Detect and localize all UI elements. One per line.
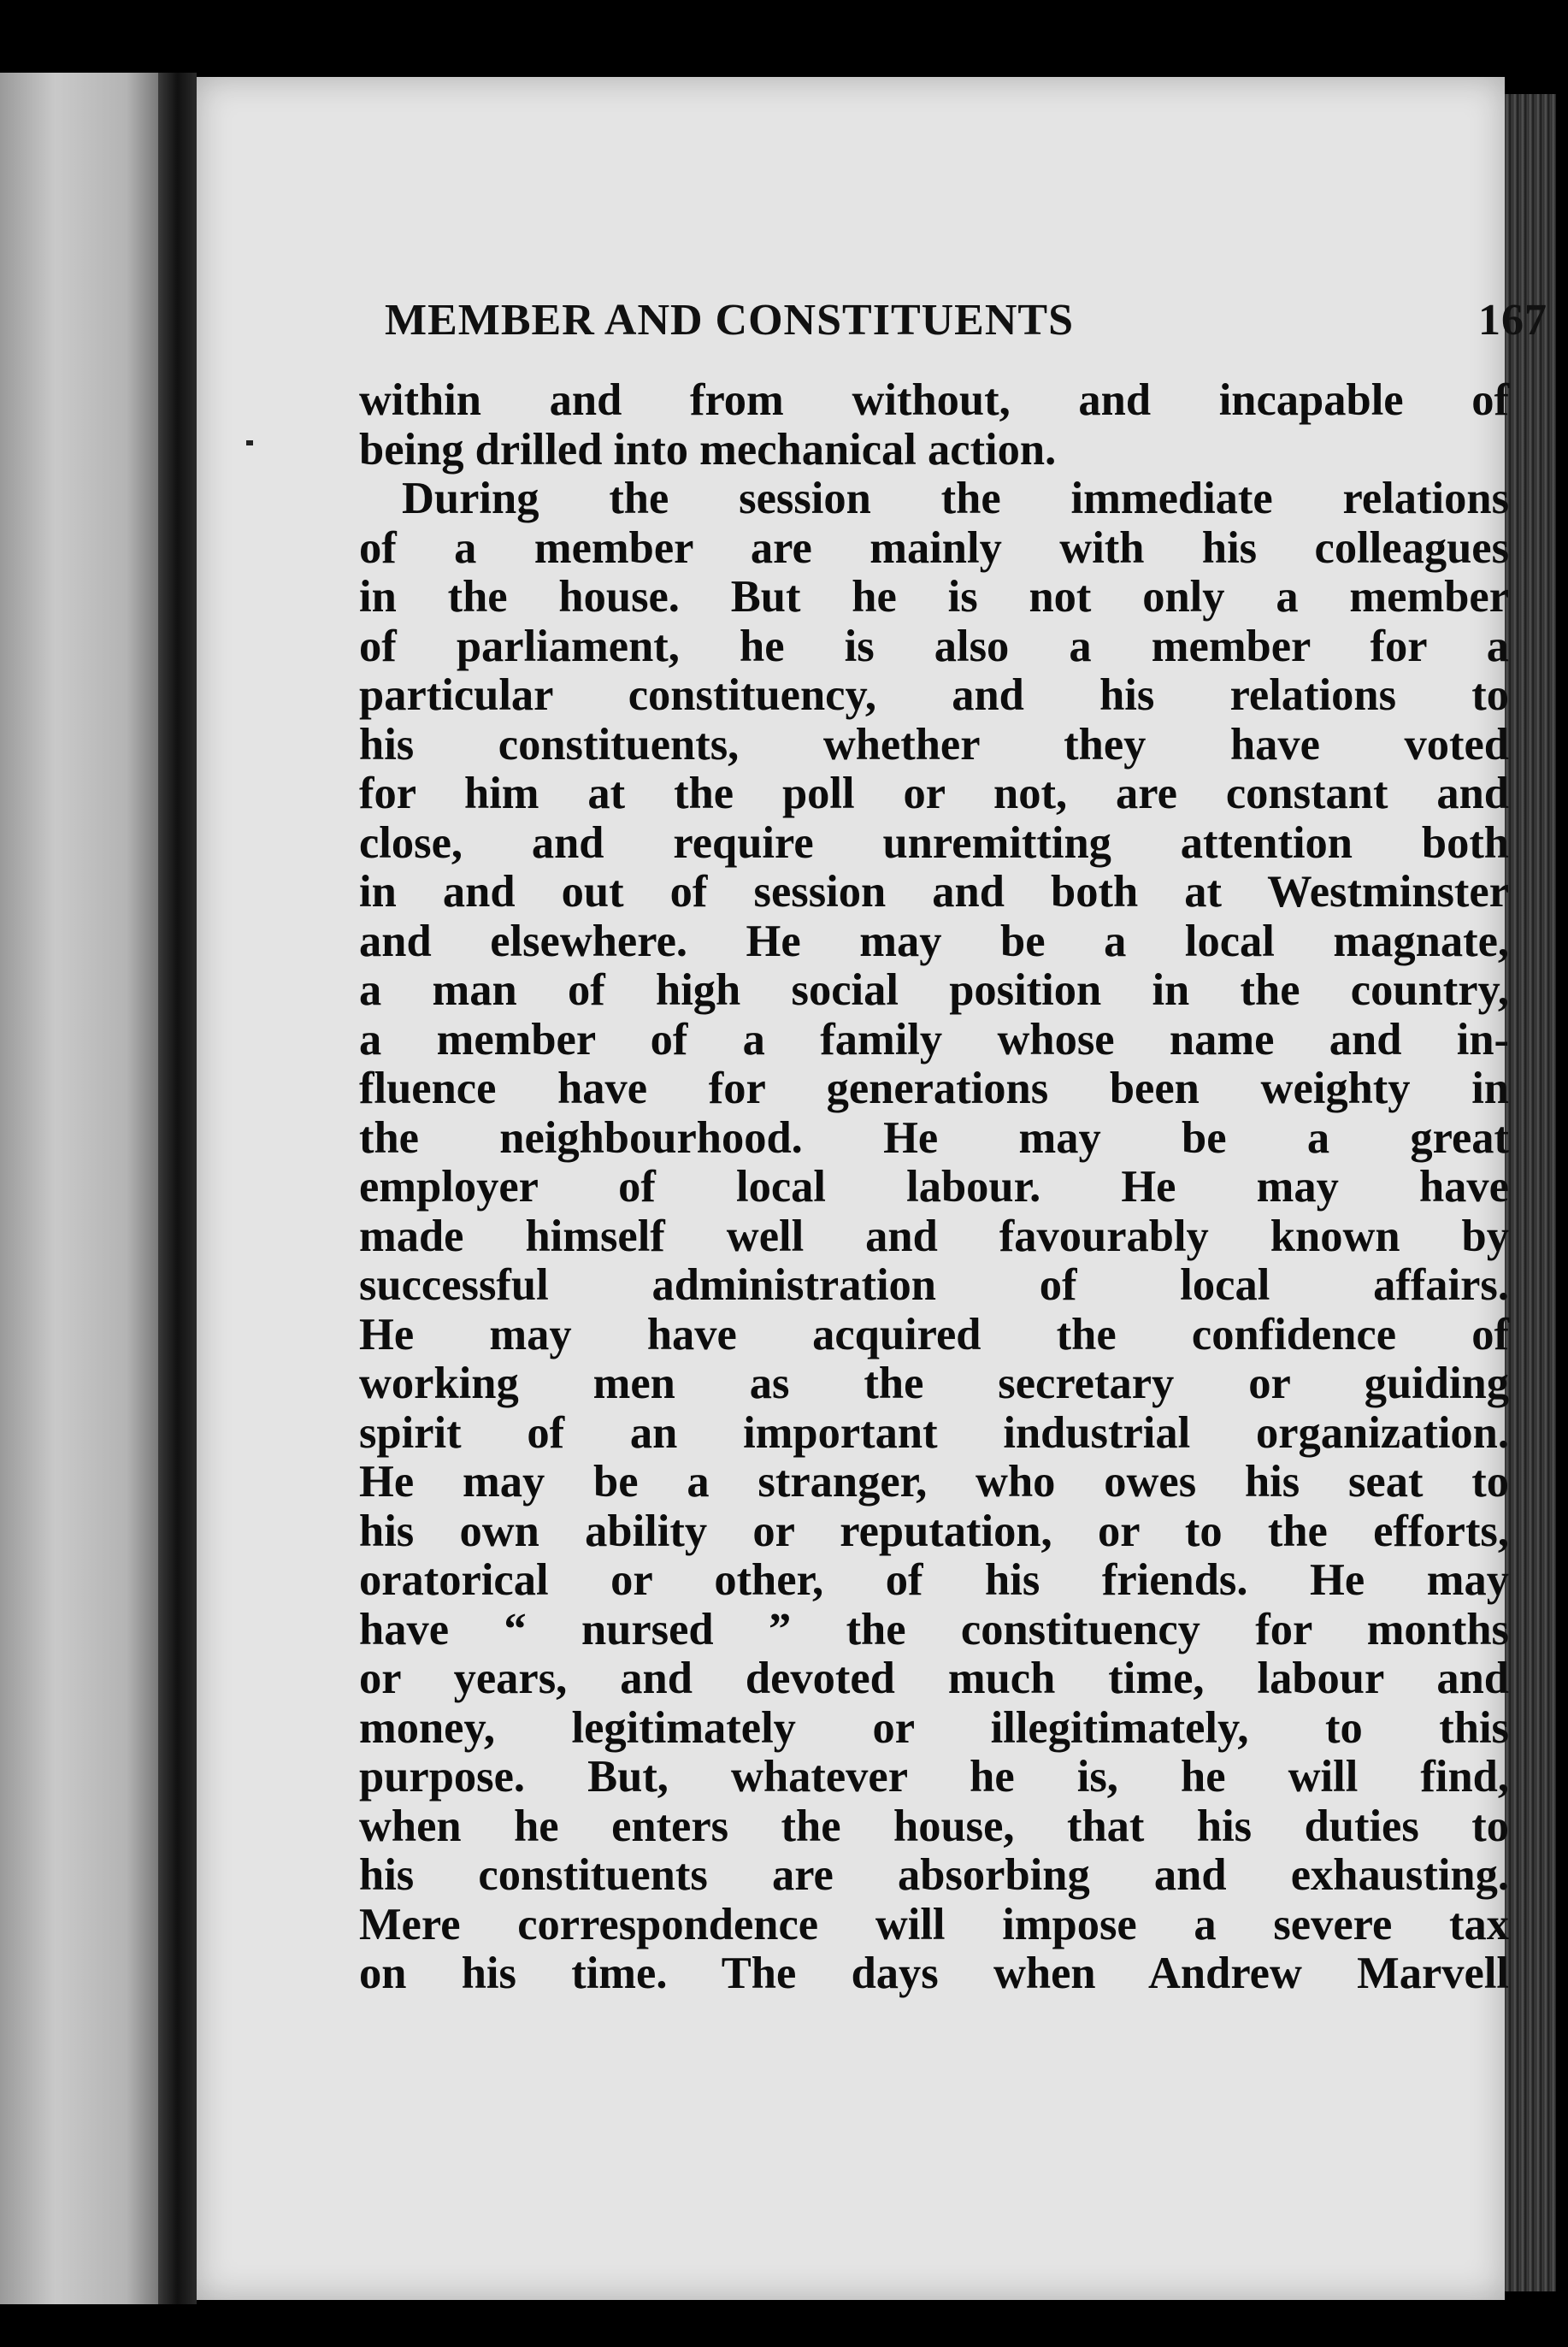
text-line: fluence have for generations been weighty in xyxy=(359,1064,1509,1113)
text-line: being drilled into mechanical action. xyxy=(359,424,1057,475)
text-line: oratorical or other, of his friends. He may xyxy=(359,1555,1509,1605)
text-line: working men as the secretary or guiding xyxy=(359,1359,1509,1408)
text-line: of a member are mainly with his colleagues xyxy=(359,522,1509,573)
text-line: purpose. But, whatever he is, he will find, xyxy=(359,1752,1509,1802)
text-line: spirit of an important industrial organization. xyxy=(359,1407,1509,1458)
text-line: have “ nursed ” the constituency for months xyxy=(359,1604,1509,1654)
page-number: 167 xyxy=(1478,296,1547,345)
text-line: a member of a family whose name and in- xyxy=(359,1014,1509,1064)
text-line: in and out of session and both at Westminster xyxy=(359,867,1509,917)
running-head xyxy=(385,295,1547,363)
text-line: Mere correspondence will impose a severe tax xyxy=(359,1899,1509,1949)
text-line: During the session the immediate relations xyxy=(402,474,1509,523)
text-line: for him at the poll or not, are constant and xyxy=(359,769,1509,818)
page-stack-edge xyxy=(1505,94,1556,2291)
text-line: in the house. But he is not only a member xyxy=(359,572,1509,622)
body-text xyxy=(359,376,1509,1999)
text-line: successful administration of local affairs. xyxy=(359,1260,1509,1310)
text-line: the neighbourhood. He may be a great xyxy=(359,1112,1509,1163)
text-line: employer of local labour. He may have xyxy=(359,1162,1509,1212)
text-line: made himself well and favourably known by xyxy=(359,1211,1509,1261)
book-gutter xyxy=(158,73,197,2304)
text-line: He may have acquired the confidence of xyxy=(359,1309,1509,1359)
text-line: He may be a stranger, who owes his seat to xyxy=(359,1457,1509,1507)
text-line: or years, and devoted much time, labour and xyxy=(359,1654,1509,1703)
text-line: his constituents are absorbing and exhausting. xyxy=(359,1850,1509,1900)
facing-page-edge xyxy=(0,73,158,2304)
running-head-title: MEMBER AND CONSTITUENTS xyxy=(385,296,1075,345)
text-line: within and from without, and incapable of xyxy=(359,375,1509,425)
margin-mark xyxy=(246,440,253,445)
text-line: on his time. The days when Andrew Marvell xyxy=(359,1949,1509,1998)
text-line: when he enters the house, that his duties to xyxy=(359,1801,1509,1851)
text-line: money, legitimately or illegitimately, to this xyxy=(359,1702,1509,1753)
book-page xyxy=(197,77,1547,2300)
text-line: of parliament, he is also a member for a xyxy=(359,621,1509,671)
text-line: close, and require unremitting attention both xyxy=(359,817,1509,868)
text-line: a man of high social position in the country, xyxy=(359,965,1509,1015)
text-line: particular constituency, and his relations to xyxy=(359,670,1509,720)
text-line: his constituents, whether they have voted xyxy=(359,719,1509,770)
text-line: his own ability or reputation, or to the efforts, xyxy=(359,1506,1509,1556)
text-line: and elsewhere. He may be a local magnate, xyxy=(359,916,1509,966)
